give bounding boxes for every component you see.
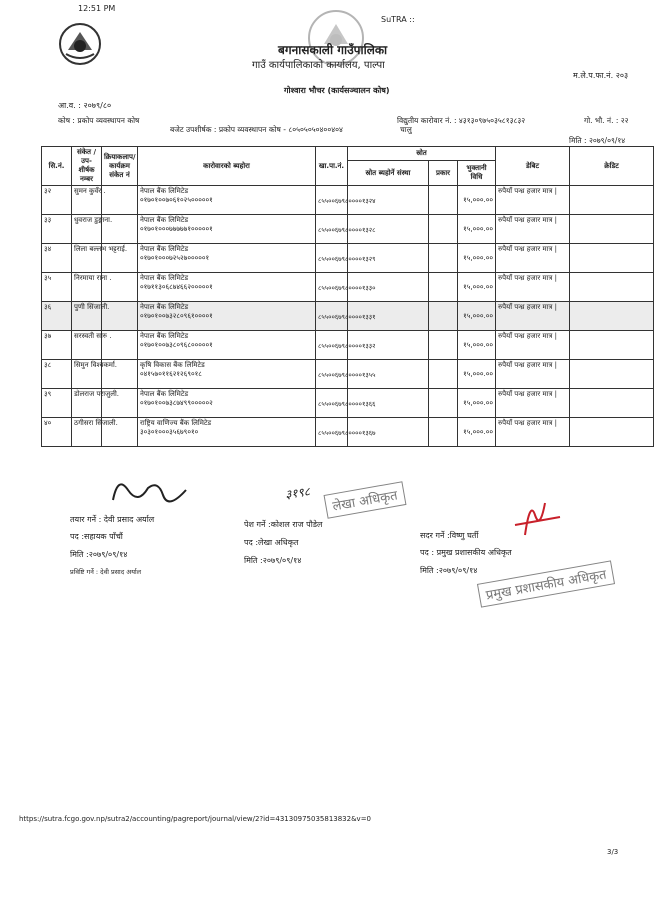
- amount-in-words: रुपैयाँ पन्ध्र हजार मात्र |: [498, 216, 557, 224]
- amount-in-words: रुपैयाँ पन्ध्र हजार मात्र |: [498, 332, 557, 340]
- account-number: ०१७०१००७३२८०९६१००००१: [140, 312, 213, 320]
- amount: १५,०००.००: [463, 195, 493, 204]
- row-ledger: [316, 244, 376, 273]
- voucher-type: गोश्वारा भौचर (कार्यसञ्चालन कोष): [284, 86, 390, 95]
- row-type: [429, 331, 458, 360]
- header-sn: सि.नं.: [42, 147, 72, 186]
- row-type: [429, 389, 458, 418]
- row-debit: [496, 360, 570, 389]
- header-source: स्रोत: [348, 147, 496, 161]
- row-ledger: [316, 360, 376, 389]
- row-details: [138, 244, 316, 273]
- amount: १५,०००.००: [463, 398, 493, 407]
- row-code: [72, 389, 120, 418]
- voucher-table: [41, 146, 654, 447]
- ledger-number: ८५५००६७९८००००१३३२: [318, 341, 376, 350]
- header-activity: क्रियाकलाप/ कार्यक्रम संकेत नं: [102, 147, 138, 186]
- payee-name: सिमुन विश्वकर्मा.: [74, 361, 118, 369]
- row-code: [72, 215, 113, 244]
- header-type: प्रकार: [429, 161, 458, 186]
- row-type: [429, 418, 458, 447]
- table-row: [42, 244, 654, 273]
- submitted-scribble: ३१९८: [284, 484, 311, 502]
- table-row: [42, 360, 654, 389]
- row-payment-method: [458, 360, 496, 389]
- amount-in-words: रुपैयाँ पन्ध्र हजार मात्र |: [498, 419, 557, 427]
- row-debit: [496, 418, 570, 447]
- voucher-number: गो. भौ. नं. : २२: [584, 116, 629, 125]
- row-code: [72, 273, 112, 302]
- amount: १५,०००.००: [463, 369, 493, 378]
- row-details: [138, 273, 316, 302]
- form-number: म.ले.प.फा.नं. २०३: [573, 71, 629, 80]
- bank-name: नेपाल बैंक लिमिटेड: [140, 303, 189, 311]
- amount-in-words: रुपैयाँ पन्ध्र हजार मात्र |: [498, 187, 557, 195]
- row-credit: [570, 418, 654, 447]
- row-payment-method: [458, 331, 496, 360]
- amount: १५,०००.००: [463, 253, 493, 262]
- row-credit: [570, 186, 654, 215]
- submitted-by: पेश गर्ने :कोशल राज पौडेल: [244, 520, 323, 529]
- row-details: [138, 360, 316, 389]
- row-sn: ३४: [42, 244, 72, 273]
- fund-name: कोष : प्रकोप व्यवस्थापन कोष: [58, 116, 140, 125]
- ledger-number: ८५५००६७९८००००१३३०: [318, 283, 376, 292]
- approved-date: मिति :२०७९/०९/१४: [420, 566, 478, 575]
- account-number: ०१७०१००७३८७४९९०००००२: [140, 399, 213, 407]
- row-ledger: [316, 389, 376, 418]
- ledger-number: ८५५००६७९८००००१३२८: [318, 225, 376, 234]
- account-number: ०४१५७०११६२१२६९०१८: [140, 370, 202, 378]
- payee-name: लिला बल्लभ भट्टराई.: [74, 245, 128, 253]
- table-row: [42, 418, 654, 447]
- row-debit: [496, 273, 570, 302]
- row-debit: [496, 389, 570, 418]
- row-ledger: [316, 331, 376, 360]
- entered-by-note: प्रविष्टि गर्ने : देवी प्रसाद अर्याल: [70, 568, 142, 576]
- fiscal-year: आ.व. : २०७९/८०: [58, 101, 112, 110]
- row-sn: ३५: [42, 273, 72, 302]
- row-activity: [102, 186, 138, 215]
- row-payment-method: [458, 418, 496, 447]
- payee-name: निरमाया राना .: [74, 274, 112, 282]
- header-source-org: स्रोत ब्यहोर्ने संस्था: [348, 161, 429, 186]
- prepared-date: मिति :२०७९/०९/१४: [70, 550, 128, 559]
- payee-name: पुणी सिंजाली.: [74, 303, 110, 311]
- ledger-number: ८५५००६७९८००००१३२९: [318, 254, 376, 263]
- row-credit: [570, 389, 654, 418]
- row-details: [138, 186, 316, 215]
- row-payment-method: [458, 389, 496, 418]
- account-number: ३०३०१०००३५६७९०१०: [140, 428, 199, 436]
- row-debit: [496, 215, 570, 244]
- row-payment-method: [458, 273, 496, 302]
- row-credit: [570, 360, 654, 389]
- nepal-emblem-icon: [58, 22, 102, 66]
- row-ledger: [316, 215, 376, 244]
- row-debit: [496, 331, 570, 360]
- table-row: [42, 186, 654, 215]
- account-number: ०१७०१०००७७७७७१०००००१: [140, 225, 213, 233]
- approved-post: पद : प्रमुख प्रशासकीय अधिकृत: [420, 548, 512, 557]
- row-type: [429, 244, 458, 273]
- header-details: कारोवारको ब्यहोरा: [138, 147, 316, 186]
- row-payment-method: [458, 244, 496, 273]
- row-payment-method: [458, 302, 496, 331]
- status-label: चालु: [400, 125, 412, 134]
- row-type: [429, 360, 458, 389]
- budget-subhead: बजेट उपशीर्षक : प्रकोप व्यवस्थापन कोष - ८०५०५०५०४००४०४: [170, 125, 343, 134]
- row-code: [72, 360, 118, 389]
- row-sn: ३९: [42, 389, 72, 418]
- payee-name: ठगीसरा सिंजाली.: [74, 419, 118, 427]
- bank-name: नेपाल बैंक लिमिटेड: [140, 274, 189, 282]
- row-credit: [570, 244, 654, 273]
- office-name: गाउँ कार्यपालिकाको कार्यालय, पाल्पा: [252, 60, 385, 71]
- row-type: [429, 273, 458, 302]
- header-ledger: खा.पा.नं.: [316, 147, 348, 186]
- row-type: [429, 186, 458, 215]
- row-code: [72, 331, 112, 360]
- amount-in-words: रुपैयाँ पन्ध्र हजार मात्र |: [498, 274, 557, 282]
- header-debit: डेबिट: [496, 147, 570, 186]
- row-code: [72, 186, 106, 215]
- submitted-date: मिति :२०७९/०९/१४: [244, 556, 302, 565]
- bank-name: नेपाल बैंक लिमिटेड: [140, 216, 189, 224]
- row-details: [138, 389, 316, 418]
- row-code: [72, 302, 110, 331]
- prepared-signature-icon: [108, 470, 188, 510]
- amount-in-words: रुपैयाँ पन्ध्र हजार मात्र |: [498, 245, 557, 253]
- bank-name: कृषि विकास बैंक लिमिटेड: [140, 361, 205, 369]
- approved-signature-icon: [505, 495, 565, 540]
- payee-name: सुमन कुवँर .: [74, 187, 106, 195]
- amount: १५,०००.००: [463, 340, 493, 349]
- ledger-number: ८५५००६७९८००००१३३१: [318, 312, 376, 321]
- table-row: [42, 273, 654, 302]
- header-credit: क्रेडिट: [570, 147, 654, 186]
- row-debit: [496, 186, 570, 215]
- amount-in-words: रुपैयाँ पन्ध्र हजार मात्र |: [498, 390, 557, 398]
- row-credit: [570, 331, 654, 360]
- status-time: 12:51 PM: [78, 4, 116, 13]
- account-number: ०१७०१००७३८०९६८०००००१: [140, 341, 213, 349]
- row-ledger: [316, 273, 376, 302]
- row-debit: [496, 244, 570, 273]
- amount-in-words: रुपैयाँ पन्ध्र हजार मात्र |: [498, 361, 557, 369]
- ledger-number: ८५५००६७९८००००१३६६: [318, 399, 376, 408]
- row-credit: [570, 273, 654, 302]
- page-url[interactable]: https://sutra.fcgo.gov.np/sutra2/accounting/pagreport/journal/view/2?id=43130975035813832&v=0: [19, 815, 372, 823]
- account-number: ०१७०१००७०६१०२५०००००१: [140, 196, 213, 204]
- amount: १५,०००.००: [463, 311, 493, 320]
- bank-name: राष्ट्रिय वाणिज्य बैंक लिमिटेड: [140, 419, 212, 427]
- prepared-by: तयार गर्ने : देवी प्रसाद अर्याल: [70, 515, 155, 524]
- row-details: [138, 215, 316, 244]
- row-code: [72, 418, 118, 447]
- bank-name: नेपाल बैंक लिमिटेड: [140, 187, 189, 195]
- header-code: संकेत / उप-शीर्षक नम्बर: [72, 147, 102, 186]
- cao-stamp: प्रमुख प्रशासकीय अधिकृत: [477, 560, 615, 607]
- submitted-post: पद :लेखा अधिकृत: [244, 538, 299, 547]
- table-row: [42, 302, 654, 331]
- row-ledger: [316, 302, 376, 331]
- accounts-officer-stamp: लेखा अधिकृत: [324, 481, 407, 518]
- row-ledger: [316, 186, 376, 215]
- row-ledger: [316, 418, 376, 447]
- amount: १५,०००.००: [463, 282, 493, 291]
- account-number: ०१७०१०००७२५२७०००००१: [140, 254, 210, 262]
- table-row: [42, 331, 654, 360]
- row-debit: [496, 302, 570, 331]
- bank-name: नेपाल बैंक लिमिटेड: [140, 390, 189, 398]
- row-details: [138, 418, 316, 447]
- approved-by: सदर गर्ने :विष्णु घर्ती: [420, 531, 479, 540]
- electronic-tx-no: विद्युतीय कारोवार नं. : ४३१३०९७५०३५८१३८३२: [397, 116, 526, 125]
- row-credit: [570, 302, 654, 331]
- payee-name: धुवराज डुङ्गाना.: [74, 216, 113, 224]
- row-payment-method: [458, 186, 496, 215]
- row-type: [429, 302, 458, 331]
- prepared-post: पद :सहायक पाँचौं: [70, 532, 123, 541]
- row-sn: ३७: [42, 331, 72, 360]
- account-number: ०१७११३०६८७४६६२०००००१: [140, 283, 213, 291]
- row-sn: ३२: [42, 186, 72, 215]
- payee-name: सरस्वती सारु .: [74, 332, 112, 340]
- ledger-number: ८५५००६७९८००००१३५५: [318, 370, 376, 379]
- row-type: [429, 215, 458, 244]
- row-sn: ३६: [42, 302, 72, 331]
- amount: १५,०००.००: [463, 224, 493, 233]
- page-number: 3/3: [607, 848, 619, 856]
- row-sn: ३३: [42, 215, 72, 244]
- payee-name: डोलराज पराजुली.: [74, 390, 120, 398]
- app-name: SuTRA ::: [381, 15, 415, 24]
- voucher-date: मिति : २०७९/०९/१४: [569, 136, 626, 145]
- ledger-number: ८५५००६७९८००००१३२४: [318, 196, 376, 205]
- amount: १५,०००.००: [463, 427, 493, 436]
- row-details: [138, 302, 316, 331]
- row-payment-method: [458, 215, 496, 244]
- row-code: [72, 244, 128, 273]
- row-sn: ४०: [42, 418, 72, 447]
- header-payment-method: भुक्तानी विधि: [458, 161, 496, 186]
- row-credit: [570, 215, 654, 244]
- ledger-number: ८५५००६७९८००००१३६७: [318, 428, 376, 437]
- bank-name: नेपाल बैंक लिमिटेड: [140, 245, 189, 253]
- row-sn: ३८: [42, 360, 72, 389]
- row-details: [138, 331, 316, 360]
- municipality-title: बगनासकाली गाउँपालिका: [278, 43, 388, 57]
- table-row: [42, 215, 654, 244]
- bank-name: नेपाल बैंक लिमिटेड: [140, 332, 189, 340]
- amount-in-words: रुपैयाँ पन्ध्र हजार मात्र |: [498, 303, 557, 311]
- table-row: [42, 389, 654, 418]
